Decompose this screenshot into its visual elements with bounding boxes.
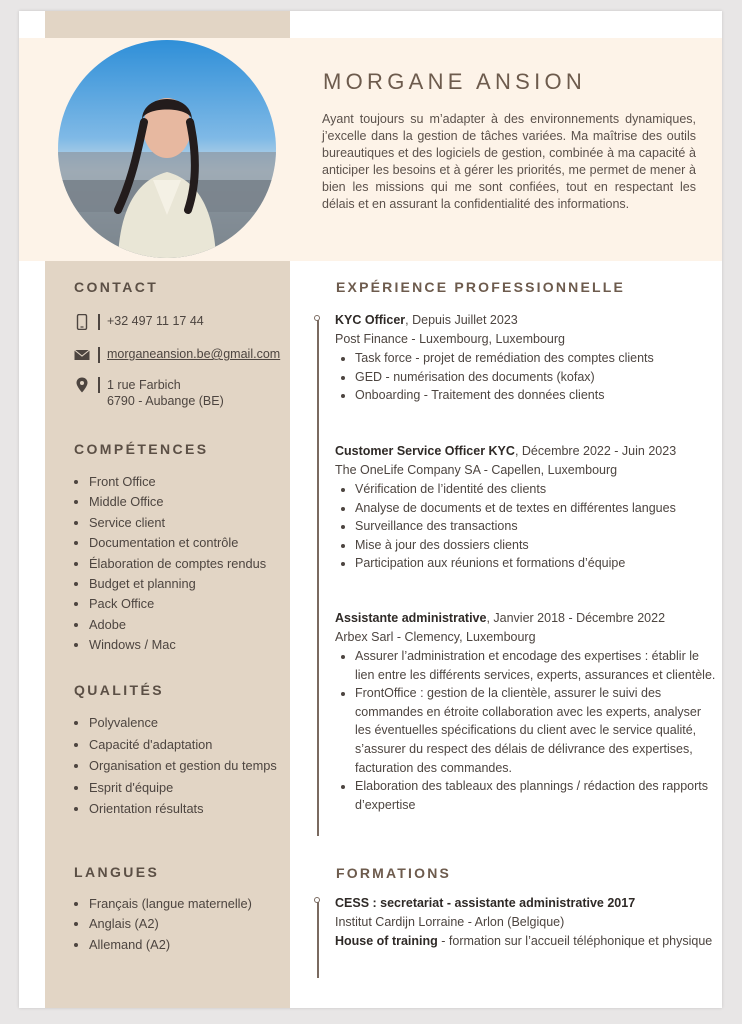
list-item: • Documentation et contrôle	[89, 533, 294, 553]
list-item: • Capacité d'adaptation	[89, 734, 279, 756]
qualites-title: QUALITÉS	[74, 682, 164, 698]
qualites-list	[72, 712, 279, 820]
job-tasks	[335, 480, 720, 573]
timeline-dot	[314, 315, 320, 321]
list-item: • Task force - projet de remédiation des comptes clients	[355, 349, 720, 368]
list-item: • Allemand (A2)	[89, 935, 294, 955]
address-line-2: 6790 - Aubange (BE)	[107, 394, 224, 408]
phone-number[interactable]: +32 497 11 17 44	[107, 314, 204, 328]
phone-icon	[74, 314, 90, 330]
contact-address	[74, 377, 224, 409]
cv-page	[19, 11, 722, 1008]
job-period: , Décembre 2022 - Juin 2023	[514, 444, 677, 458]
job-role: Assistante administrative	[335, 611, 487, 625]
timeline-line	[317, 900, 319, 978]
list-item: • Vérification de l’identité des clients	[355, 480, 720, 499]
list-item: • Esprit d'équipe	[89, 777, 279, 799]
job-company: The OneLife Company SA - Capellen, Luxembourg	[335, 463, 618, 477]
degree: CESS : secretariat - assistante administrative 2017	[335, 896, 636, 910]
address-line-1: 1 rue Farbich	[107, 378, 181, 392]
list-item: • Front Office	[89, 472, 294, 492]
timeline-line	[317, 318, 319, 836]
separator	[98, 377, 100, 393]
separator	[98, 314, 100, 330]
list-item: • Anglais (A2)	[89, 914, 294, 934]
separator	[98, 347, 100, 363]
job-company: Arbex Sarl - Clemency, Luxembourg	[335, 630, 536, 644]
langues-list	[72, 894, 294, 955]
list-item: • Windows / Mac	[89, 635, 294, 655]
training-title: House of training	[335, 934, 438, 948]
job-company: Post Finance - Luxembourg, Luxembourg	[335, 332, 565, 346]
list-item: • Élaboration de comptes rendus	[89, 554, 294, 574]
job-role: Customer Service Officer KYC	[335, 444, 515, 458]
list-item: • Polyvalence	[89, 712, 279, 734]
location-pin-icon	[74, 377, 90, 393]
list-item: • FrontOffice : gestion de la clientèle, assurer le suivi des commandes en étroite collaboration avec les experts, analyser les éventuelles spécifications du client avec le service qualité, s’assurer du respect des délais de délivrance des expertises, facturation des commandes.	[355, 684, 720, 777]
job-entry	[335, 311, 720, 405]
contact-phone	[74, 314, 204, 330]
list-item: • Middle Office	[89, 492, 294, 512]
list-item: • Mise à jour des dossiers clients	[355, 536, 720, 555]
email-link[interactable]: morganeansion.be@gmail.com	[107, 347, 281, 361]
contact-title: CONTACT	[74, 279, 159, 295]
list-item: • Elaboration des tableaux des plannings / rédaction des rapports d’expertise	[355, 777, 720, 814]
job-tasks	[335, 349, 720, 405]
job-tasks	[335, 647, 720, 814]
training-desc: - formation sur l’accueil téléphonique et physique	[437, 934, 713, 948]
competences-title: COMPÉTENCES	[74, 441, 209, 457]
list-item: • Organisation et gestion du temps	[89, 755, 279, 777]
profile-photo	[58, 40, 276, 258]
list-item: • Orientation résultats	[89, 798, 279, 820]
list-item: • Service client	[89, 513, 294, 533]
formations-title: FORMATIONS	[336, 865, 452, 881]
list-item: • Analyse de documents et de textes en différentes langues	[355, 499, 720, 518]
list-item: • Onboarding - Traitement des données clients	[355, 386, 720, 405]
timeline-dot	[314, 897, 320, 903]
job-role: KYC Officer	[335, 313, 406, 327]
candidate-name: MORGANE ANSION	[323, 69, 587, 94]
experience-title: EXPÉRIENCE PROFESSIONNELLE	[336, 279, 626, 295]
profile-summary: Ayant toujours su m’adapter à des environnements dynamiques, j’excelle dans la gestion de tâches variées. Ma maîtrise des outils bureautiques et des logiciels de gestion, combinée à ma capacité à anticiper les besoins et à gérer les priorités, me permet de mener à bien les missions qui me sont confiées, tout en respectant les délais et en assurant la confidentialité des informations.	[322, 112, 696, 211]
list-item: • Adobe	[89, 615, 294, 635]
list-item: • Budget et planning	[89, 574, 294, 594]
school: Institut Cardijn Lorraine - Arlon (Belgique)	[335, 915, 565, 929]
contact-email	[74, 347, 280, 363]
list-item: • Pack Office	[89, 594, 294, 614]
list-item: • Participation aux réunions et formations d’équipe	[355, 554, 720, 573]
competences-list	[72, 472, 294, 656]
job-entry	[335, 609, 720, 814]
formation-entry	[335, 894, 720, 951]
list-item: • Surveillance des transactions	[355, 517, 720, 536]
langues-title: LANGUES	[74, 864, 160, 880]
job-period: , Janvier 2018 - Décembre 2022	[486, 611, 666, 625]
list-item: • Français (langue maternelle)	[89, 894, 294, 914]
list-item: • GED - numérisation des documents (kofax)	[355, 368, 720, 387]
address	[107, 377, 224, 409]
list-item: • Assurer l’administration et encodage des expertises : établir le lien entre les différents services, experts, assurances et clientèle.	[355, 647, 720, 684]
mail-icon	[74, 347, 90, 363]
job-period: , Depuis Juillet 2023	[405, 313, 518, 327]
job-entry	[335, 442, 720, 573]
